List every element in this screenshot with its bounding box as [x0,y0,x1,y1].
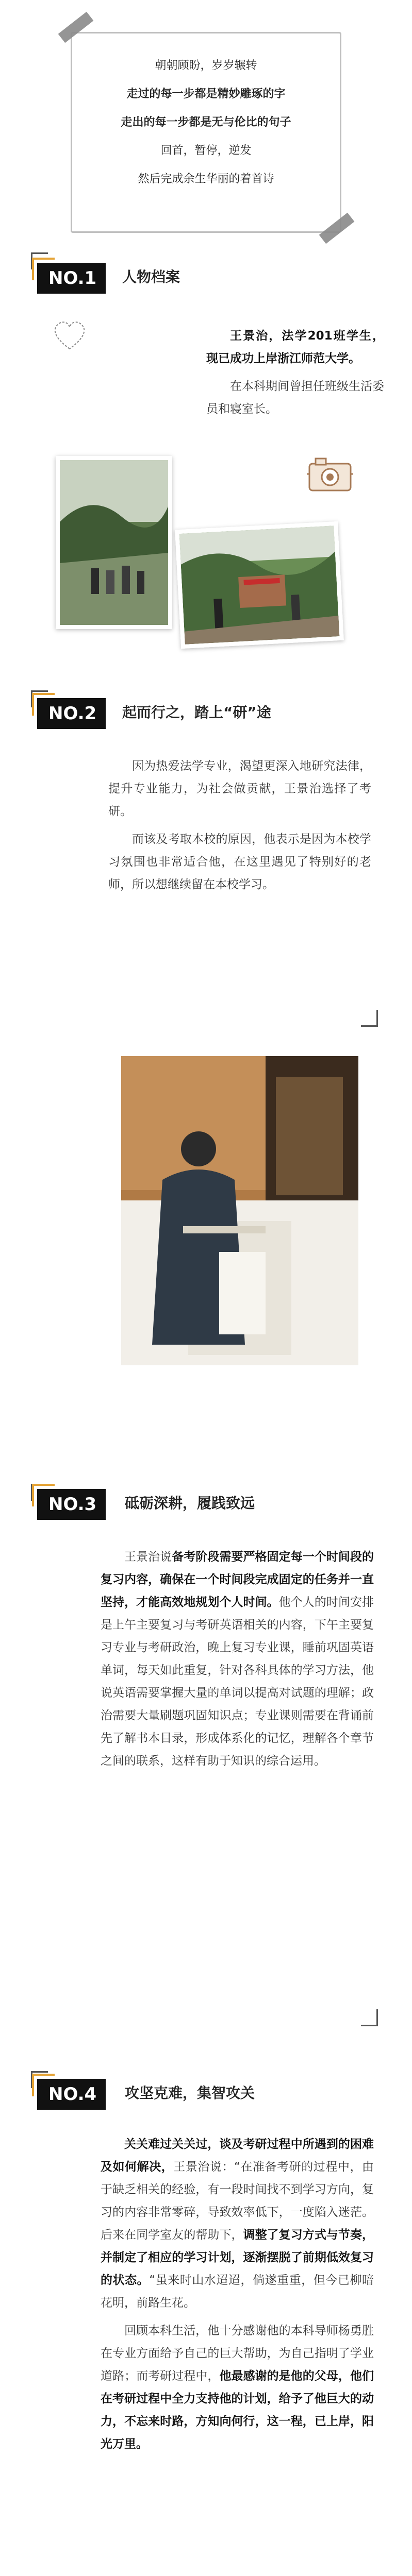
section-3-body [101,1546,374,1777]
library-photo [121,1056,358,1365]
intro-poem [71,52,341,193]
text-span: “虽来时山水迢迢， [149,2274,253,2287]
paragraph [101,2133,374,2314]
section-title: 砥砺深耕，履践致远 [125,1495,255,1512]
section-title: 起而行之，踏上“研”途 [122,704,271,721]
paragraph: 而该及考取本校的原因，他表示是因为本校学习氛围也非常适合他，在这里遇见了特别好的老师，所以想继续留在本校学习。 [108,833,371,891]
section-4-body [101,2133,374,2461]
section-4-header [37,2074,377,2110]
section-title: 攻坚克难，集智攻关 [125,2084,255,2102]
highlight-span: 他最感谢的是他的父母，他们在考研过程中全力支持他的计划，给予了他巨大的动力，不忘来时路，方知向何行，这一程，已上岸，阳光万里。 [101,2369,374,2451]
paragraph [101,1546,374,1772]
highlight-span: 关关难过关关过，谈及考研过程中所遇到的困难及如何解决， [101,2138,374,2174]
section-2-header [37,693,377,729]
intro-line: 走出的每一步都是无与伦比的句子 [121,116,291,129]
campus-photo [56,456,172,629]
section-badge: NO.4 [37,2079,106,2110]
section-title: 人物档案 [122,268,180,285]
section-3-header [37,1484,377,1520]
paragraph: 王景治，法学201班学生，现已成功上岸浙江师范大学。 [206,329,384,365]
section-1-header [37,258,377,294]
intro-line: 回首，暂停，逆发 [160,144,252,157]
text-span: 王景治说 [124,1550,172,1564]
paragraph: 因为热爱法学专业，渴望更深入地研究法律，提升专业能力，为社会做贡献，王景治选择了考研。 [108,759,371,818]
paragraph: 在本科期间曾担任班级生活委员和寝室长。 [206,380,384,416]
section-badge: NO.2 [37,698,106,729]
camera-sketch-icon [304,453,356,495]
intro-line: 然后完成余生华丽的着首诗 [138,173,274,185]
text-span: 他个人的时间安排是上午主要复习与考研英语相关的内容，下午主要复习专业与考研政治，晚上复习专业课，睡前巩固英语单词，每天如此重复，针对各科具体的学习方法，他说英语需要掌握大量的单词以提高对试题的理解；政治需要大量刷题巩固知识点；专业课则需要在背诵前先了解书本目录，形成体系化的记忆，理解各个章节之间的联系，这样有助于知识的综合运用。 [101,1596,374,1768]
intro-line: 走过的每一步都是精妙雕琢的字 [126,88,286,100]
text-span: 倘遂重重，但今已柳暗花明，前路生花。 [101,2274,374,2310]
section-badge: NO.3 [37,1489,106,1520]
intro-line: 朝朝顾盼，岁岁辗转 [155,59,257,72]
section-1-body [206,325,384,426]
section-badge: NO.1 [37,263,106,294]
section-2-body [108,755,371,901]
text-span: 王景治说：“在准备考研的过程中，由于缺乏相关的经验，有一段时间找不到学习方向，复习的内容非常零碎，导致效率低下，一度陷入迷茫。后来在同学室友的帮助下， [101,2160,374,2242]
paragraph [101,2319,374,2455]
heart-doodle-icon [49,317,90,353]
highlight-span: 调整了复习方式与节奏，并制定了相应的学习计划，逐渐摆脱了前期低效复习的状态。 [101,2228,374,2287]
outing-photo [175,521,344,649]
text-span: 回顾本科生活，他十分感谢他的本科导师杨勇胜在专业方面给予自己的巨大帮助，为自己指明了学业道路；而考研过程中， [101,2324,374,2383]
highlight-span: 备考阶段需要严格固定每一个时间段的复习内容，确保在一个时间段完成固定的任务并一直坚持，才能高效地规划个人时间。 [101,1550,374,1609]
